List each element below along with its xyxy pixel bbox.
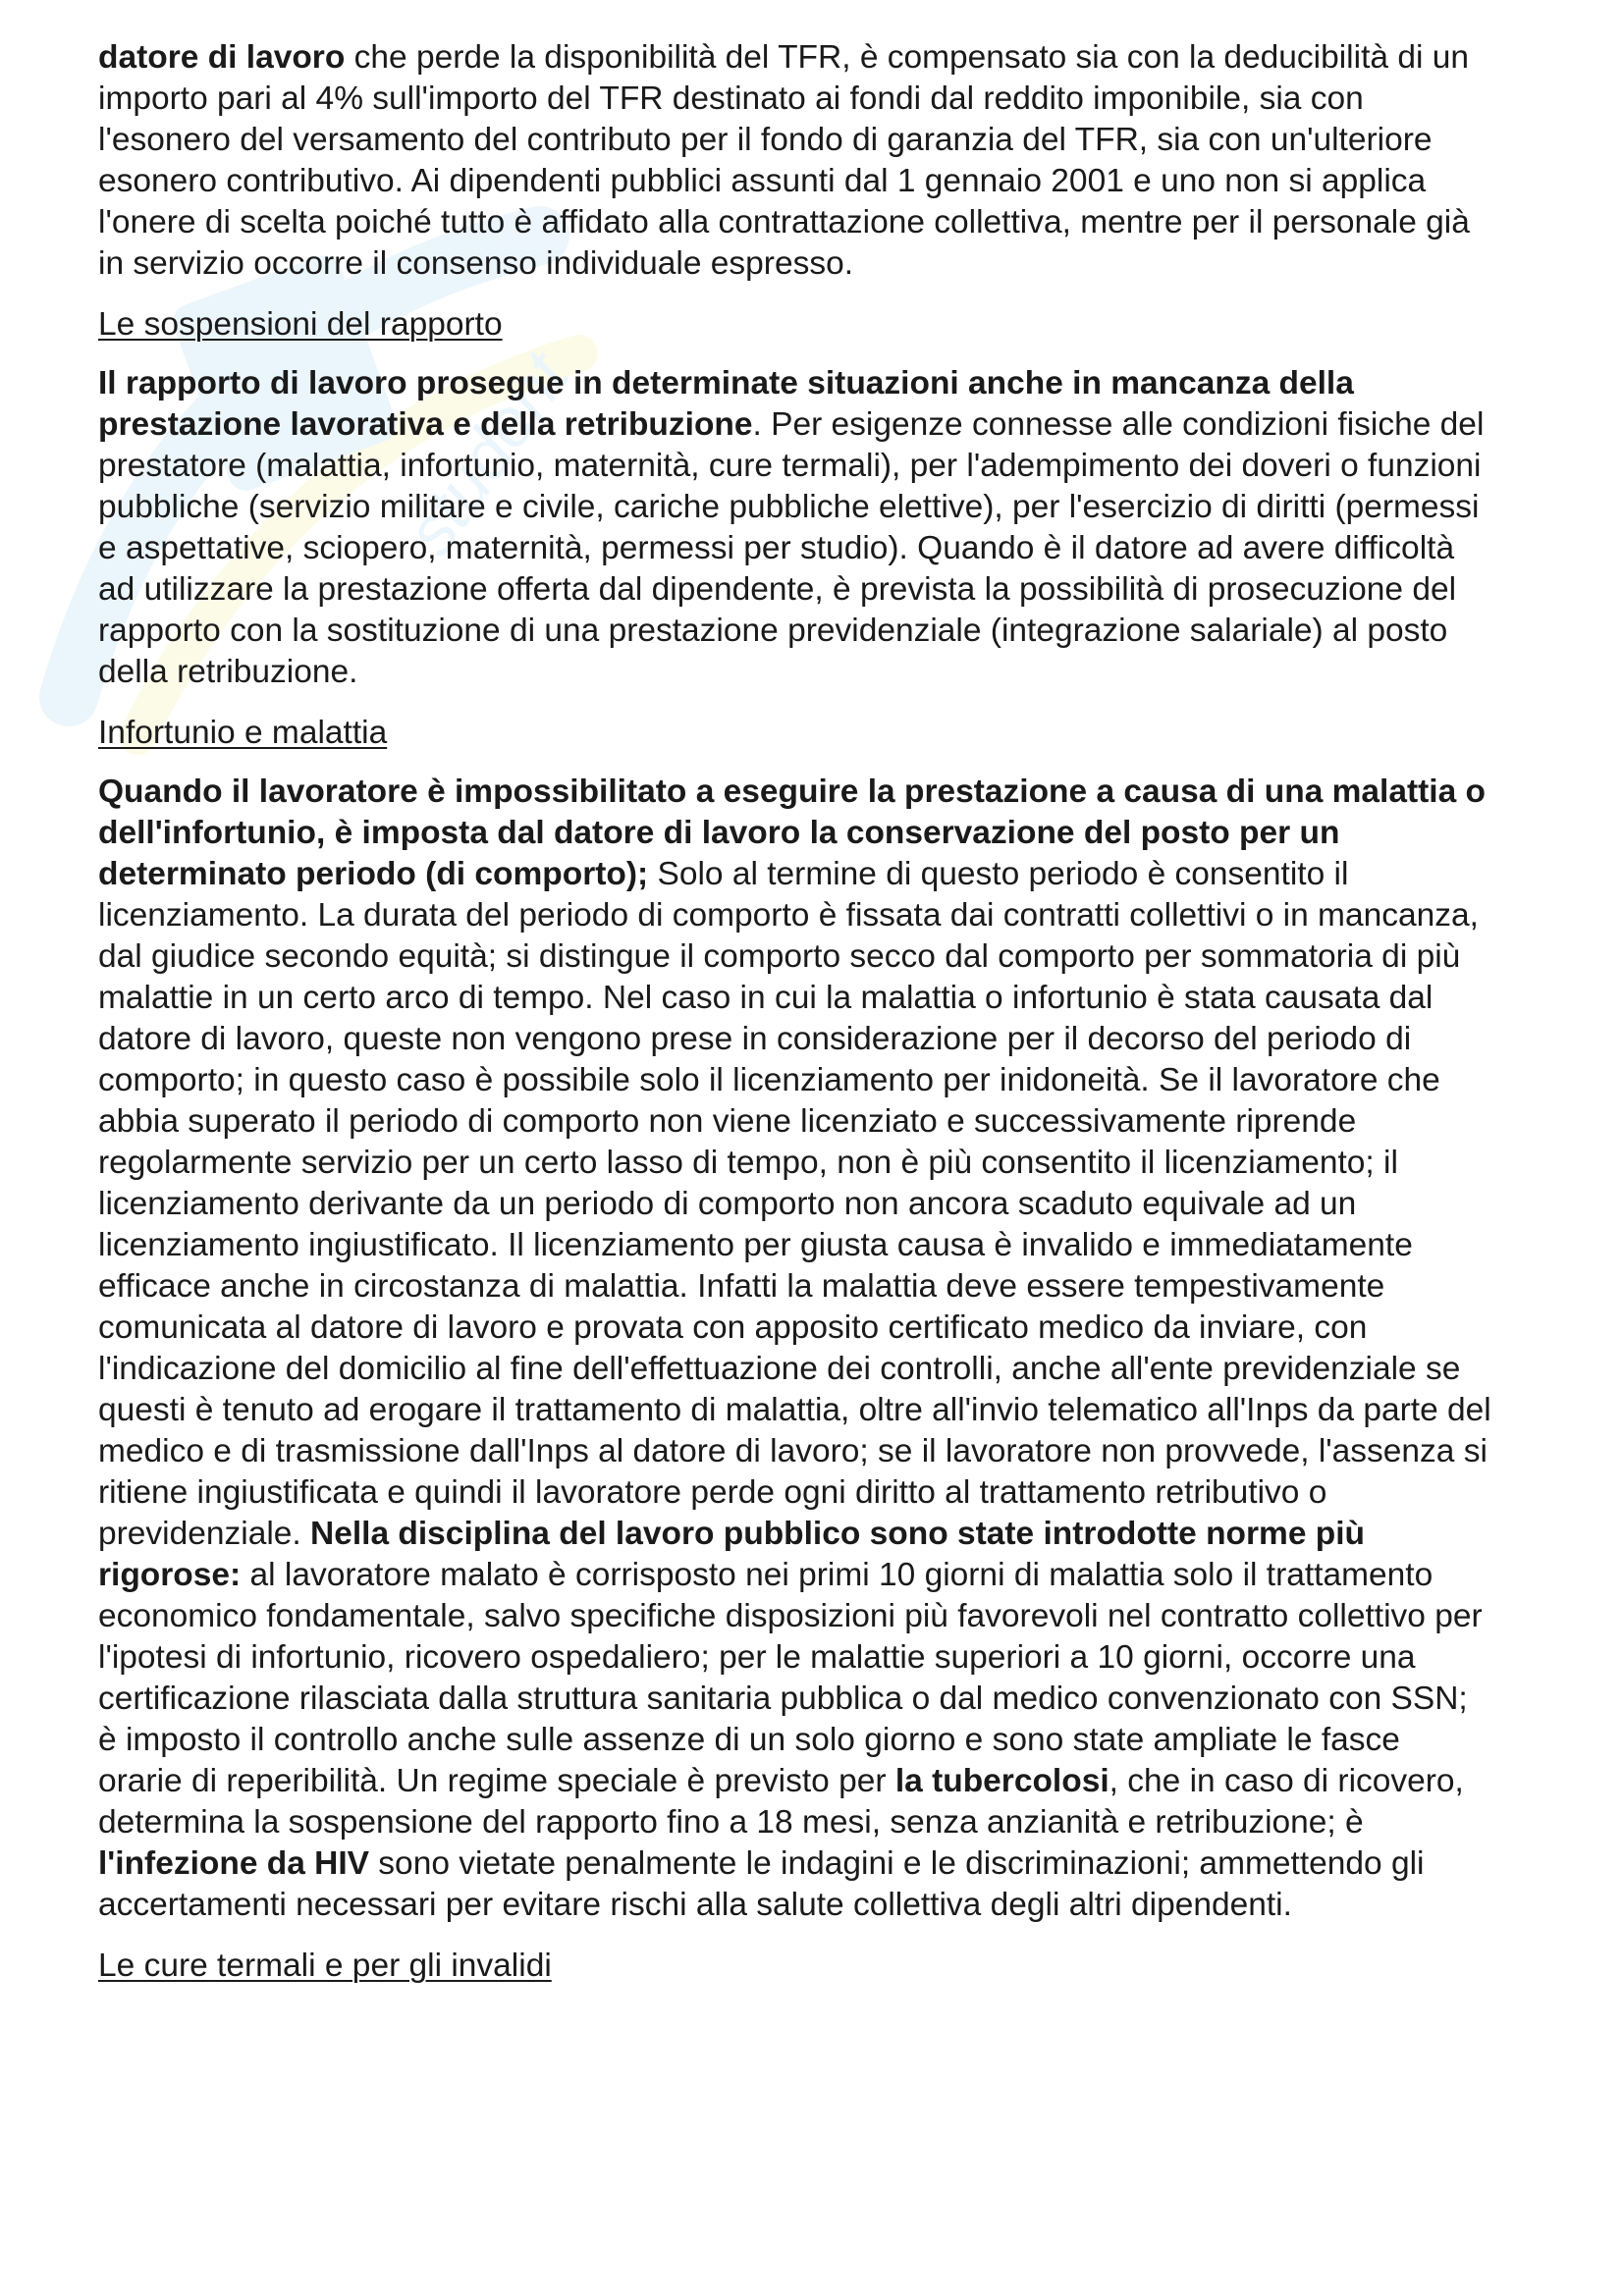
- body-text: , che in caso di ricovero, determina la sospensione del rapporto fino a 18 mesi, senza anzianità e retribuzione; è: [98, 1763, 1464, 1841]
- section-heading-cure-termali: Le cure termali e per gli invalidi: [98, 1948, 552, 1984]
- body-text: sono vietate penalmente le indagini e le discriminazioni; ammettendo gli accertamenti necessari per evitare rischi alla salute collettiva degli altri dipendenti.: [98, 1845, 1425, 1923]
- bold-text: datore di lavoro: [98, 39, 346, 76]
- document-page: [98, 37, 1492, 2004]
- section-heading-sospensioni: Le sospensioni del rapporto: [98, 306, 503, 343]
- body-text: che perde la disponibilità del TFR, è compensato sia con la deducibilità di un importo pari al 4% sull'importo del TFR destinato ai fondi dal reddito imponibile, sia con l'esonero del versamento del contributo per il fondo di garanzia del TFR, sia con un'ulteriore esonero contributivo. Ai dipendenti pubblici assunti dal 1 gennaio 2001 e uno non si applica l'onere di scelta poiché tutto è affidato alla contrattazione collettiva, mentre per il personale già in servizio occorre il consenso individuale espresso.: [98, 39, 1470, 282]
- paragraph-infortunio: [98, 772, 1492, 1926]
- bold-text: Nella disciplina del lavoro pubblico sono state introdotte norme più rigorose:: [98, 1516, 1366, 1593]
- watermark-text: student: [391, 339, 583, 568]
- bold-text: Quando il lavoratore è impossibilitato a eseguire la prestazione a causa di una malattia o dell'infortunio, è imposta dal datore di lavoro la conservazione del posto per un determinato periodo (di comporto);: [98, 774, 1487, 892]
- paragraph-tfr: [98, 37, 1492, 285]
- body-text: Solo al termine di questo periodo è consentito il licenziamento. La durata del periodo di comporto è fissata dai contratti collettivi o in mancanza, dal giudice secondo equità; si distingue il comporto secco dal comporto per sommatoria di più malattie in un certo arco di tempo. Nel caso in cui la malattia o infortunio è stata causata dal datore di lavoro, queste non vengono prese in considerazione per il decorso del periodo di comporto; in questo caso è possibile solo il licenziamento per inidoneità. Se il lavoratore che abbia superato il periodo di comporto non viene licenziato e successivamente riprende regolarmente servizio per un certo lasso di tempo, non è più consentito il licenziamento; il licenziamento derivante da un periodo di comporto non ancora scaduto equivale ad un licenziamento ingiustificato. Il licenziamento per giusta causa è invalido e immediatamente efficace anche in circostanza di malattia. Infatti la malattia deve essere tempestivamente comunicata al datore di lavoro e provata con apposito certificato medico da inviare, con l'indicazione del domicilio al fine dell'effettuazione dei controlli, anche all'ente previdenziale se questi è tenuto ad erogare il trattamento di malattia, oltre all'invio telematico all'Inps da parte del medico e di trasmissione dall'Inps al datore di lavoro; se il lavoratore non provvede, l'assenza si ritiene ingiustificata e quindi il lavoratore perde ogni diritto al trattamento retributivo o previdenziale.: [98, 856, 1491, 1552]
- body-text: . Per esigenze connesse alle condizioni fisiche del prestatore (malattia, infortunio, maternità, cure termali), per l'adempimento dei doveri o funzioni pubbliche (servizio militare e civile, cariche pubbliche elettive), per l'esercizio di diritti (permessi e aspettative, sciopero, maternità, permessi per studio). Quando è il datore ad avere difficoltà ad utilizzare la prestazione offerta dal dipendente, è prevista la possibilità di prosecuzione del rapporto con la sostituzione di una prestazione previdenziale (integrazione salariale) al posto della retribuzione.: [98, 406, 1485, 690]
- bold-text: Il rapporto di lavoro prosegue in determinate situazioni anche in mancanza della prestazione lavorativa e della retribuzione: [98, 365, 1354, 443]
- bold-text: la tubercolosi: [894, 1763, 1109, 1799]
- section-heading-infortunio: Infortunio e malattia: [98, 715, 388, 751]
- paragraph-sospensioni: [98, 363, 1492, 693]
- bold-text: l'infezione da HIV: [98, 1845, 369, 1882]
- body-text: al lavoratore malato è corrisposto nei primi 10 giorni di malattia solo il trattamento economico fondamentale, salvo specifiche disposizioni più favorevoli nel contratto collettivo per l'ipotesi di infortunio, ricovero ospedaliero; per le malattie superiori a 10 giorni, occorre una certificazione rilasciata dalla struttura sanitaria pubblica o dal medico convenzionato con SSN; è imposto il controllo anche sulle assenze di un solo giorno e sono state ampliate le fasce orarie di reperibilità. Un regime speciale è previsto per: [98, 1557, 1483, 1799]
